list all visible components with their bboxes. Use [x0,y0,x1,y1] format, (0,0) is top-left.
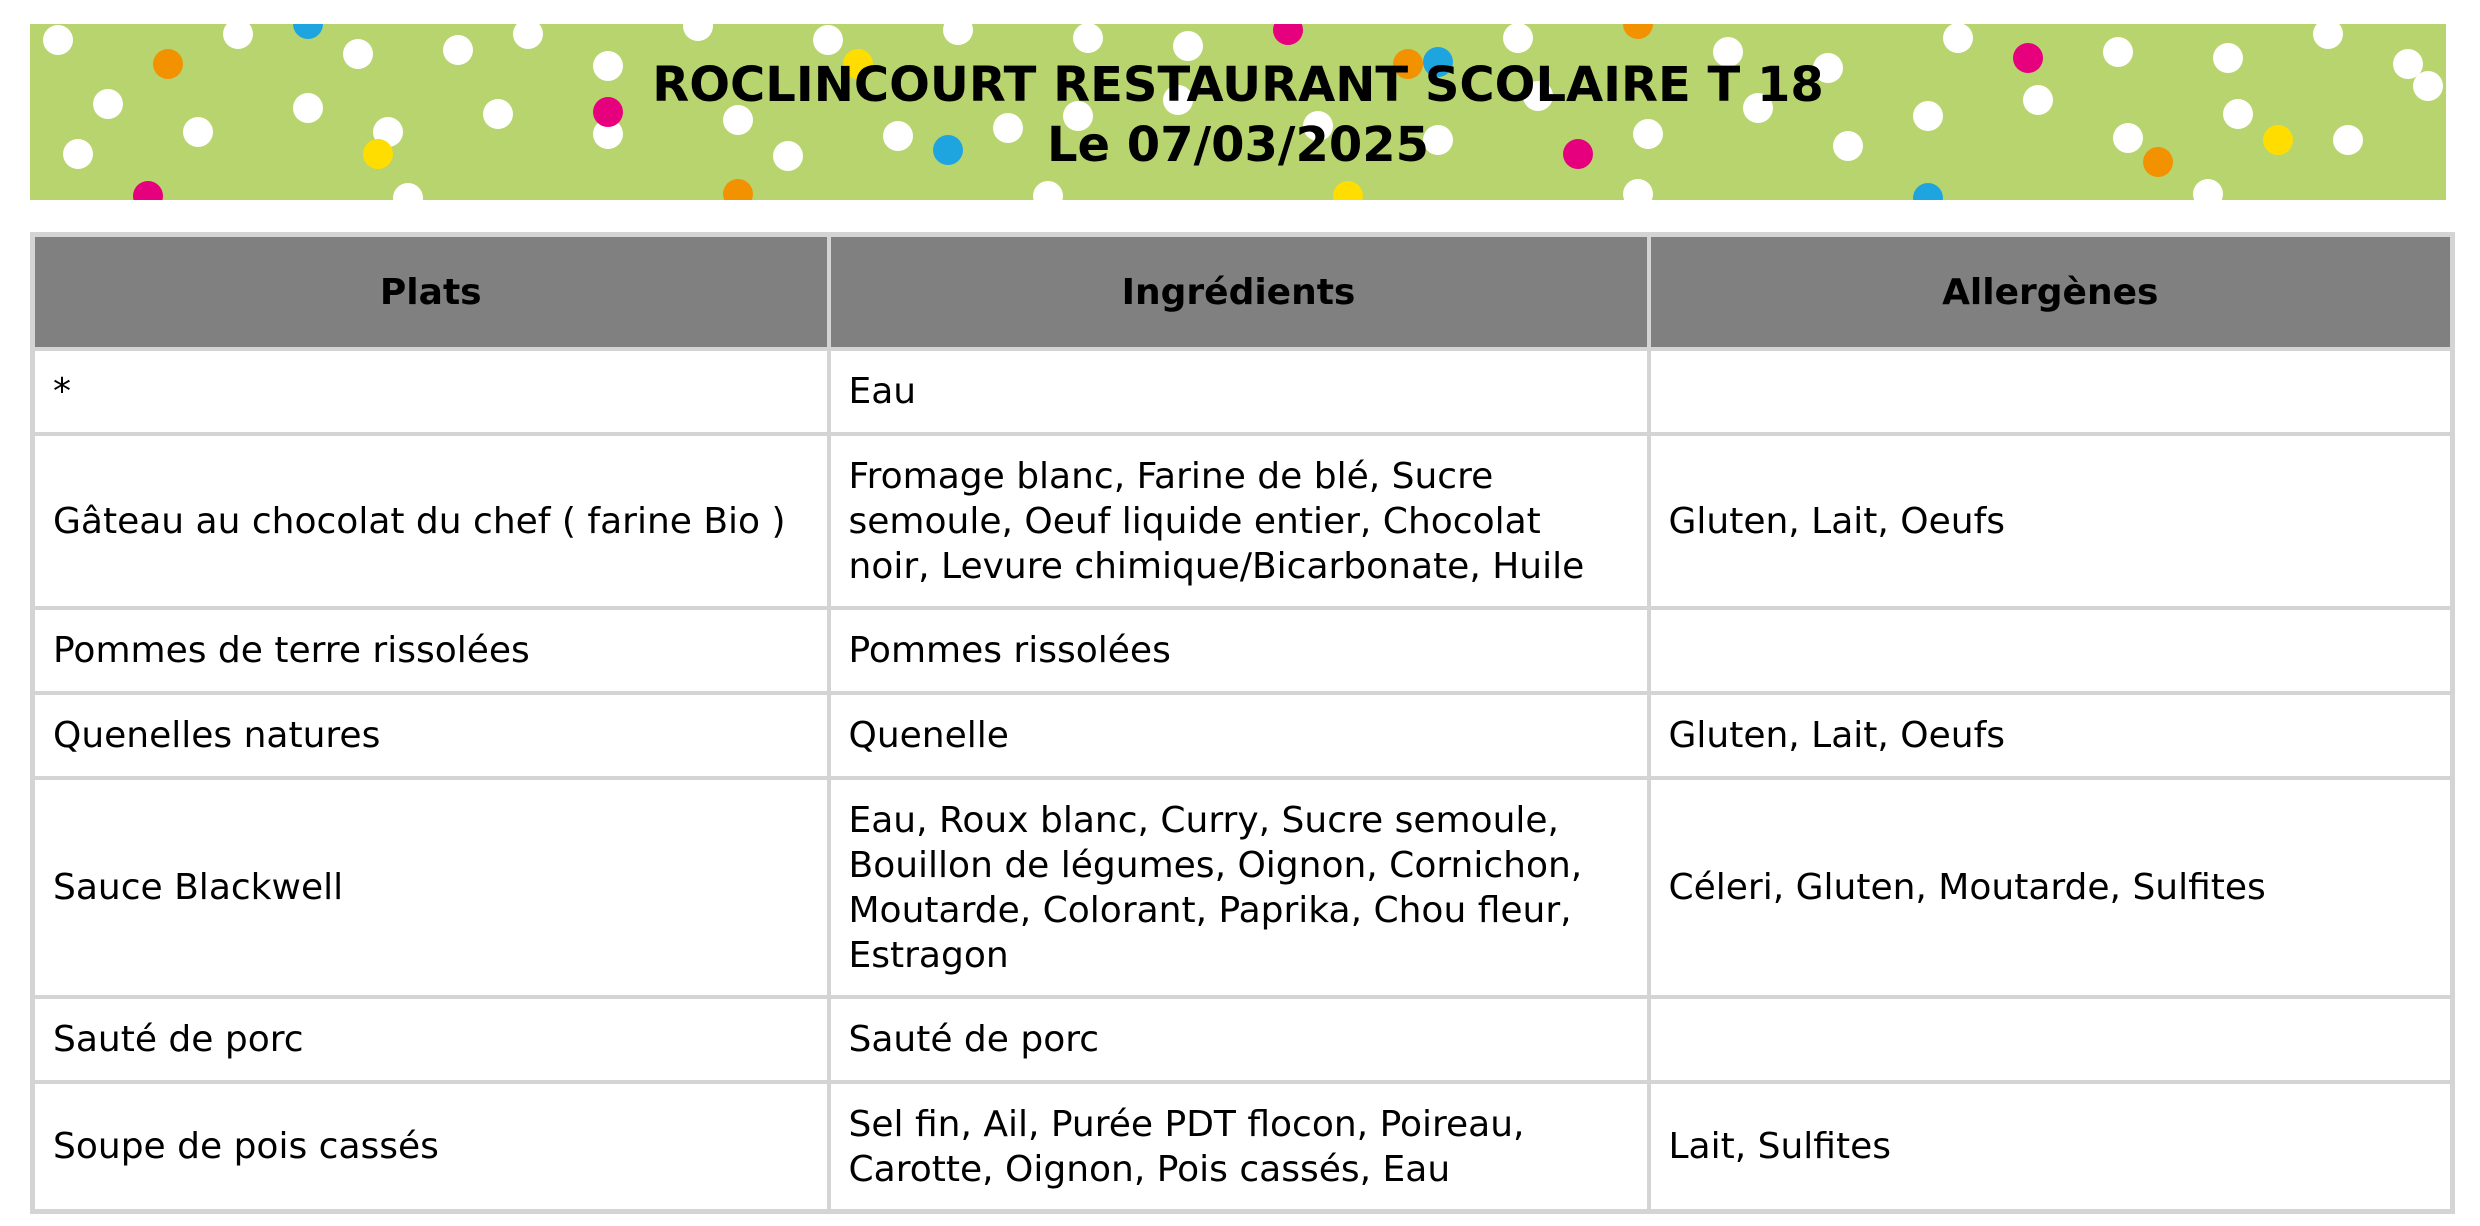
cell-ingredients: Sauté de porc [829,997,1649,1082]
header-text [30,24,2446,200]
table-row [33,778,2453,997]
cell-ingredients: Fromage blanc, Farine de blé, Sucre semoule, Oeuf liquide entier, Chocolat noir, Levure chimique/Bicarbonate, Huile [829,434,1649,608]
cell-allergenes: Céleri, Gluten, Moutarde, Sulfites [1649,778,2453,997]
cell-allergenes [1649,349,2453,434]
column-header-ingredients: Ingrédients [829,235,1649,350]
cell-plat: Gâteau au chocolat du chef ( farine Bio ) [33,434,829,608]
table-row [33,608,2453,693]
cell-allergenes: Lait, Sulfites [1649,1082,2453,1212]
cell-plat: Quenelles natures [33,693,829,778]
table-row [33,349,2453,434]
page-title: ROCLINCOURT RESTAURANT SCOLAIRE T 18 [652,57,1824,113]
table-header-row [33,235,2453,350]
cell-allergenes: Gluten, Lait, Oeufs [1649,693,2453,778]
cell-ingredients: Eau, Roux blanc, Curry, Sucre semoule, Bouillon de légumes, Oignon, Cornichon, Moutarde, Colorant, Paprika, Chou fleur, Estragon [829,778,1649,997]
page-date: Le 07/03/2025 [1046,117,1430,173]
menu-table-container [30,232,2450,1214]
cell-ingredients: Eau [829,349,1649,434]
table-row [33,997,2453,1082]
cell-ingredients: Sel fin, Ail, Purée PDT flocon, Poireau, Carotte, Oignon, Pois cassés, Eau [829,1082,1649,1212]
cell-plat: * [33,349,829,434]
cell-allergenes: Gluten, Lait, Oeufs [1649,434,2453,608]
header-banner [30,24,2446,200]
cell-ingredients: Pommes rissolées [829,608,1649,693]
table-row [33,693,2453,778]
column-header-allergenes: Allergènes [1649,235,2453,350]
cell-ingredients: Quenelle [829,693,1649,778]
cell-plat: Pommes de terre rissolées [33,608,829,693]
cell-plat: Sauté de porc [33,997,829,1082]
column-header-plats: Plats [33,235,829,350]
cell-allergenes [1649,997,2453,1082]
table-row [33,1082,2453,1212]
cell-allergenes [1649,608,2453,693]
table-row [33,434,2453,608]
cell-plat: Soupe de pois cassés [33,1082,829,1212]
menu-table [30,232,2455,1214]
cell-plat: Sauce Blackwell [33,778,829,997]
